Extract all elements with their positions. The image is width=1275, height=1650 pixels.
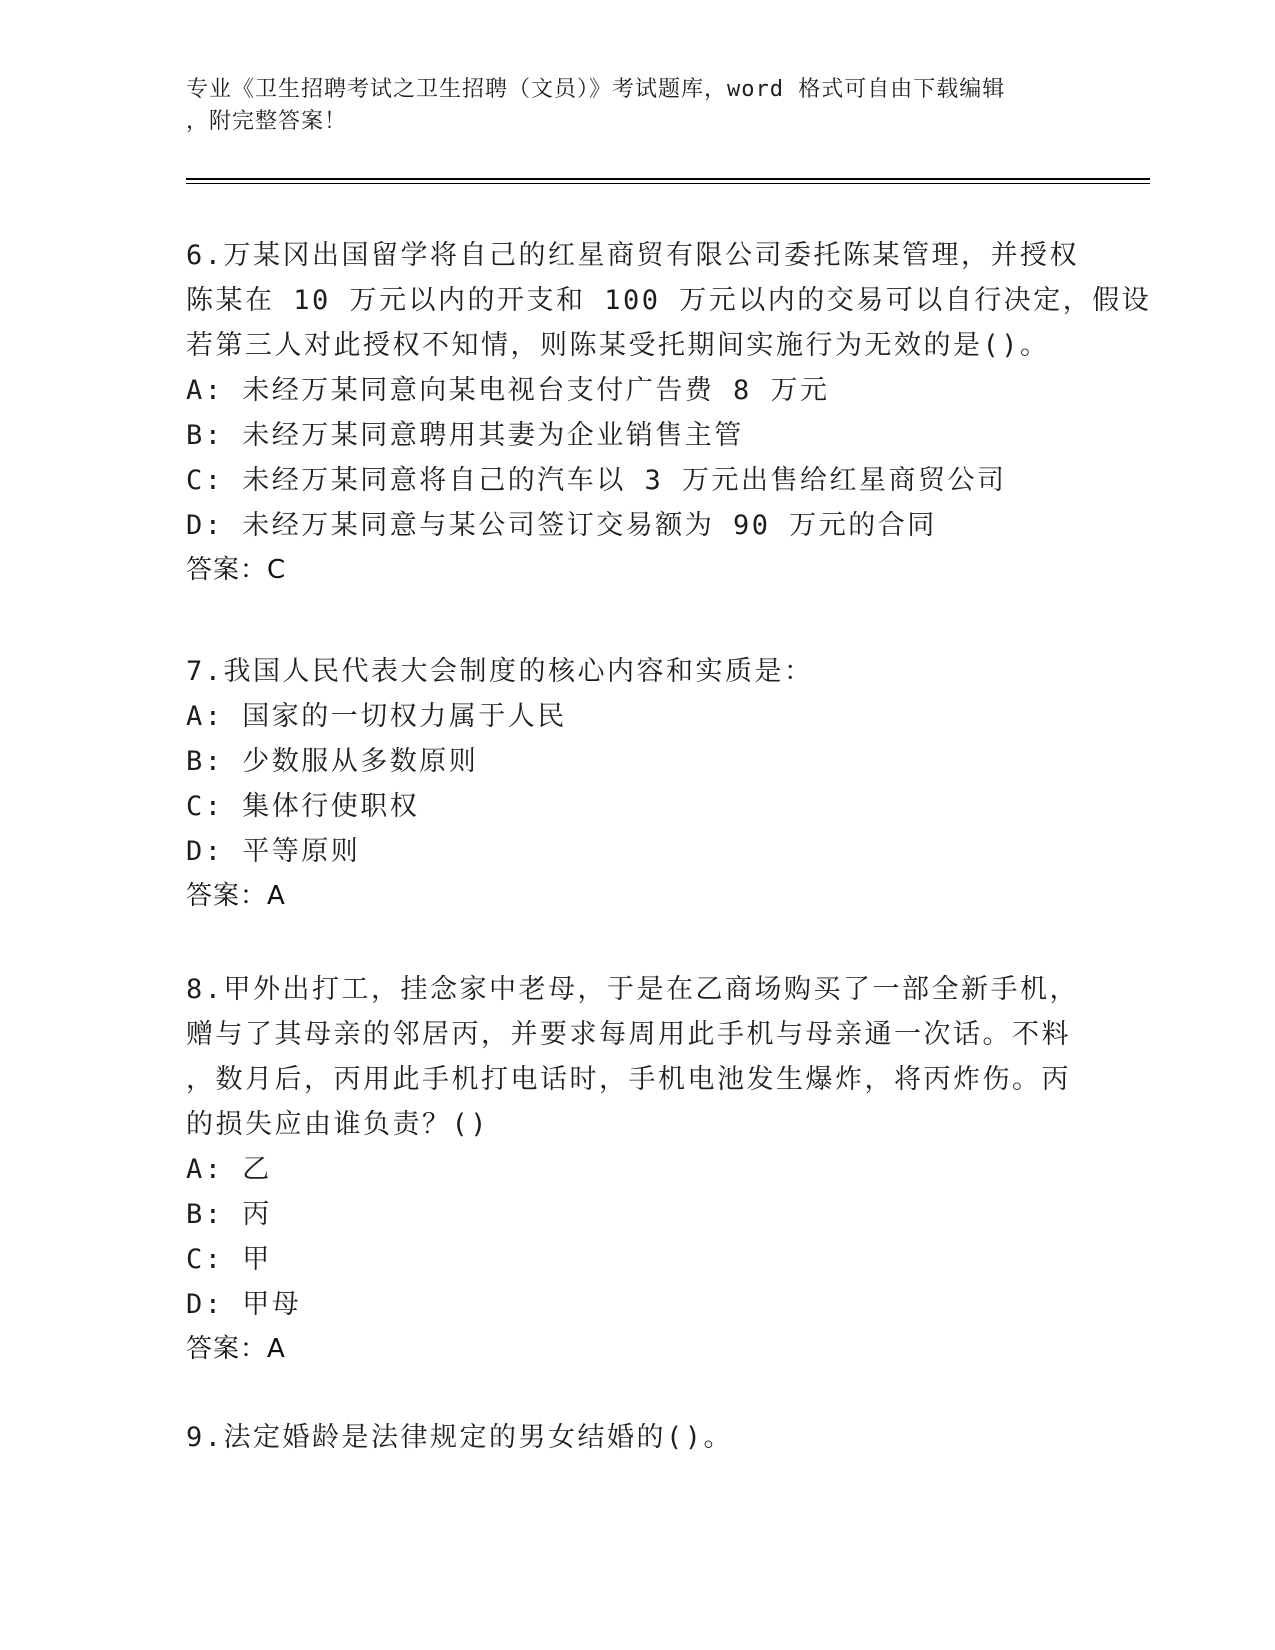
question-text-line: 8.甲外出打工，挂念家中老母，于是在乙商场购买了一部全新手机， xyxy=(186,974,1080,1005)
question-text-line: 6.万某冈出国留学将自己的红星商贸有限公司委托陈某管理，并授权 xyxy=(186,240,1080,271)
option-a: A: 国家的一切权力属于人民 xyxy=(186,701,567,732)
option-d: D: 未经万某同意与某公司签订交易额为 90 万元的合同 xyxy=(186,510,937,541)
option-b: B: 未经万某同意聘用其妻为企业销售主管 xyxy=(186,420,744,451)
option-c: C: 未经万某同意将自己的汽车以 3 万元出售给红星商贸公司 xyxy=(186,465,1007,496)
header-divider-thick xyxy=(186,178,1150,180)
question-text-line: 9.法定婚龄是法律规定的男女结婚的()。 xyxy=(186,1422,734,1453)
option-a: A: 乙 xyxy=(186,1154,272,1185)
question-text-line: 若第三人对此授权不知情，则陈某受托期间实施行为无效的是()。 xyxy=(186,330,1050,361)
question-text-line: ，数月后，丙用此手机打电话时，手机电池发生爆炸，将丙炸伤。丙 xyxy=(186,1064,1071,1095)
header-line-1: 专业《卫生招聘考试之卫生招聘（文员）》考试题库，word 格式可自由下载编辑 xyxy=(186,77,1006,102)
question-6 xyxy=(186,233,1152,593)
option-d: D: 平等原则 xyxy=(186,836,361,867)
answer-line: 答案：C xyxy=(186,555,287,585)
question-text-line: 7.我国人民代表大会制度的核心内容和实质是： xyxy=(186,656,814,687)
option-b: B: 少数服从多数原则 xyxy=(186,746,479,777)
option-b: B: 丙 xyxy=(186,1199,272,1230)
option-c: C: 甲 xyxy=(186,1244,272,1275)
document-header xyxy=(186,74,1066,138)
answer-line: 答案：A xyxy=(186,1334,286,1364)
question-8 xyxy=(186,967,1086,1372)
option-d: D: 甲母 xyxy=(186,1289,302,1320)
question-text-line: 赠与了其母亲的邻居丙，并要求每周用此手机与母亲通一次话。不料 xyxy=(186,1019,1071,1050)
option-a: A: 未经万某同意向某电视台支付广告费 8 万元 xyxy=(186,375,830,406)
question-text-line: 的损失应由谁负责？() xyxy=(186,1109,490,1140)
question-text-line: 陈某在 10 万元以内的开支和 100 万元以内的交易可以自行决定，假设 xyxy=(186,285,1152,316)
answer-line: 答案：A xyxy=(186,881,286,911)
header-line-2: ，附完整答案！ xyxy=(186,109,348,134)
question-9 xyxy=(186,1415,1086,1460)
header-divider-thin xyxy=(186,183,1150,184)
question-7 xyxy=(186,649,1086,919)
option-c: C: 集体行使职权 xyxy=(186,791,420,822)
